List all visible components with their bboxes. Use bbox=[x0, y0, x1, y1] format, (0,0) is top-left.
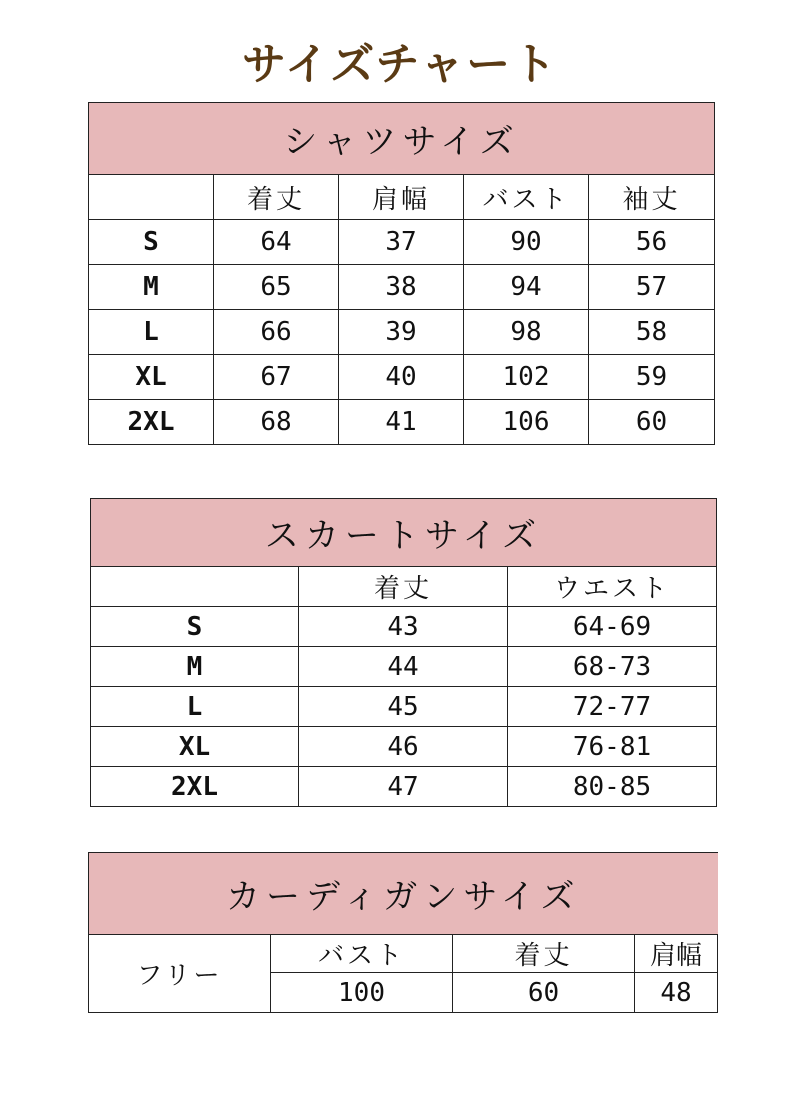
table-cell: 44 bbox=[299, 647, 508, 687]
skirt-header-blank bbox=[91, 567, 299, 607]
skirt-col-header: 着丈 bbox=[299, 567, 508, 607]
table-row bbox=[89, 355, 715, 400]
table-cell: 90 bbox=[464, 220, 589, 265]
skirt-col-header: ウエスト bbox=[508, 567, 717, 607]
size-label: 2XL bbox=[91, 767, 299, 807]
size-label: M bbox=[89, 265, 214, 310]
table-cell: 58 bbox=[589, 310, 715, 355]
size-label: XL bbox=[89, 355, 214, 400]
table-cell: 59 bbox=[589, 355, 715, 400]
cardigan-size-label: フリー bbox=[89, 935, 271, 1013]
table-cell: 57 bbox=[589, 265, 715, 310]
table-cell: 106 bbox=[464, 400, 589, 445]
table-cell: 76-81 bbox=[508, 727, 717, 767]
table-cell: 40 bbox=[339, 355, 464, 400]
size-label: 2XL bbox=[89, 400, 214, 445]
size-label: S bbox=[89, 220, 214, 265]
size-label: XL bbox=[91, 727, 299, 767]
table-cell: 65 bbox=[214, 265, 339, 310]
cardigan-col-header: 着丈 bbox=[453, 935, 635, 973]
table-row bbox=[89, 220, 715, 265]
cardigan-col-header: バスト bbox=[271, 935, 453, 973]
table-row bbox=[91, 687, 717, 727]
size-label: L bbox=[89, 310, 214, 355]
table-cell: 66 bbox=[214, 310, 339, 355]
table-cell: 45 bbox=[299, 687, 508, 727]
table-cell: 41 bbox=[339, 400, 464, 445]
size-label: S bbox=[91, 607, 299, 647]
table-cell: 60 bbox=[453, 973, 635, 1013]
shirt-col-header: バスト bbox=[464, 175, 589, 220]
table-cell: 64 bbox=[214, 220, 339, 265]
table-cell: 47 bbox=[299, 767, 508, 807]
table-cell: 98 bbox=[464, 310, 589, 355]
table-row bbox=[91, 767, 717, 807]
shirt-col-header: 肩幅 bbox=[339, 175, 464, 220]
shirt-size-table bbox=[88, 102, 715, 445]
table-cell: 94 bbox=[464, 265, 589, 310]
size-label: M bbox=[91, 647, 299, 687]
table-cell: 67 bbox=[214, 355, 339, 400]
table-row bbox=[89, 310, 715, 355]
table-row bbox=[89, 400, 715, 445]
table-cell: 48 bbox=[635, 973, 718, 1013]
shirt-col-header: 袖丈 bbox=[589, 175, 715, 220]
page-title: サイズチャート bbox=[241, 39, 559, 90]
shirt-table-title: シャツサイズ bbox=[89, 103, 715, 175]
table-cell: 64-69 bbox=[508, 607, 717, 647]
table-cell: 38 bbox=[339, 265, 464, 310]
cardigan-table-title: カーディガンサイズ bbox=[89, 853, 718, 935]
skirt-size-table bbox=[90, 498, 717, 807]
table-cell: 60 bbox=[589, 400, 715, 445]
table-row bbox=[89, 265, 715, 310]
table-cell: 68-73 bbox=[508, 647, 717, 687]
table-row bbox=[91, 647, 717, 687]
cardigan-col-header: 肩幅 bbox=[635, 935, 718, 973]
table-cell: 68 bbox=[214, 400, 339, 445]
shirt-header-blank bbox=[89, 175, 214, 220]
skirt-table-title: スカートサイズ bbox=[91, 499, 717, 567]
table-cell: 100 bbox=[271, 973, 453, 1013]
shirt-col-header: 着丈 bbox=[214, 175, 339, 220]
table-cell: 56 bbox=[589, 220, 715, 265]
table-row bbox=[91, 607, 717, 647]
table-cell: 39 bbox=[339, 310, 464, 355]
table-cell: 72-77 bbox=[508, 687, 717, 727]
table-cell: 46 bbox=[299, 727, 508, 767]
size-label: L bbox=[91, 687, 299, 727]
table-cell: 80-85 bbox=[508, 767, 717, 807]
table-cell: 37 bbox=[339, 220, 464, 265]
table-row bbox=[91, 727, 717, 767]
table-cell: 102 bbox=[464, 355, 589, 400]
table-cell: 43 bbox=[299, 607, 508, 647]
cardigan-size-table bbox=[88, 852, 718, 1013]
